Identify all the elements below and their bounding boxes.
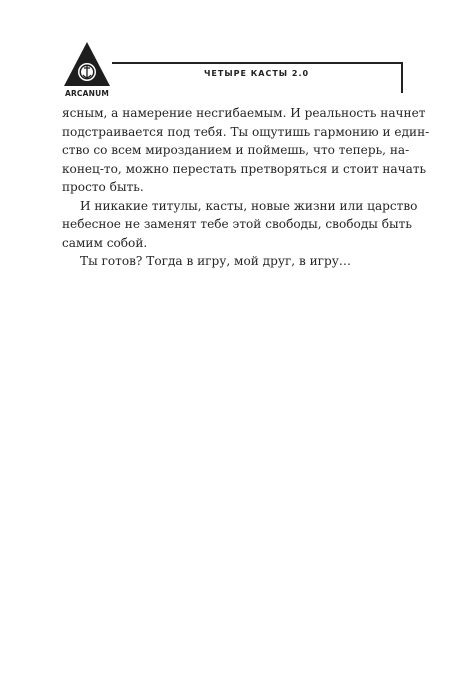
text-line: небесное не заменят тебе этой свободы, свободы быть xyxy=(62,217,412,231)
header-rule xyxy=(112,62,402,64)
text-line: конец-то, можно перестать претворяться и стоит начать xyxy=(62,161,427,176)
text-line: ясным, а намерение несгибаемым. И реальность начнет xyxy=(62,106,426,120)
text-line: просто быть. xyxy=(62,180,144,194)
text-line: И никакие титулы, касты, новые жизни или царство xyxy=(80,198,418,213)
body-text xyxy=(62,104,430,271)
text-line: Ты готов? Тогда в игру, мой друг, в игру… xyxy=(80,254,351,268)
arcanum-triangle-logo-icon xyxy=(62,40,112,88)
paragraph-1 xyxy=(62,104,430,197)
text-line: подстраивается под тебя. Ты ощутишь гармонию и един- xyxy=(62,124,430,139)
header-rule-vertical xyxy=(401,62,403,93)
text-line: самим собой. xyxy=(62,235,148,250)
logo-text: ARCANUM xyxy=(64,89,110,98)
paragraph-3 xyxy=(62,252,354,271)
running-header-title: ЧЕТЫРЕ КАСТЫ 2.0 xyxy=(203,69,310,78)
paragraph-2 xyxy=(62,197,418,253)
publisher-logo xyxy=(62,40,112,100)
text-line: ство со всем мирозданием и поймешь, что теперь, на- xyxy=(62,143,410,157)
